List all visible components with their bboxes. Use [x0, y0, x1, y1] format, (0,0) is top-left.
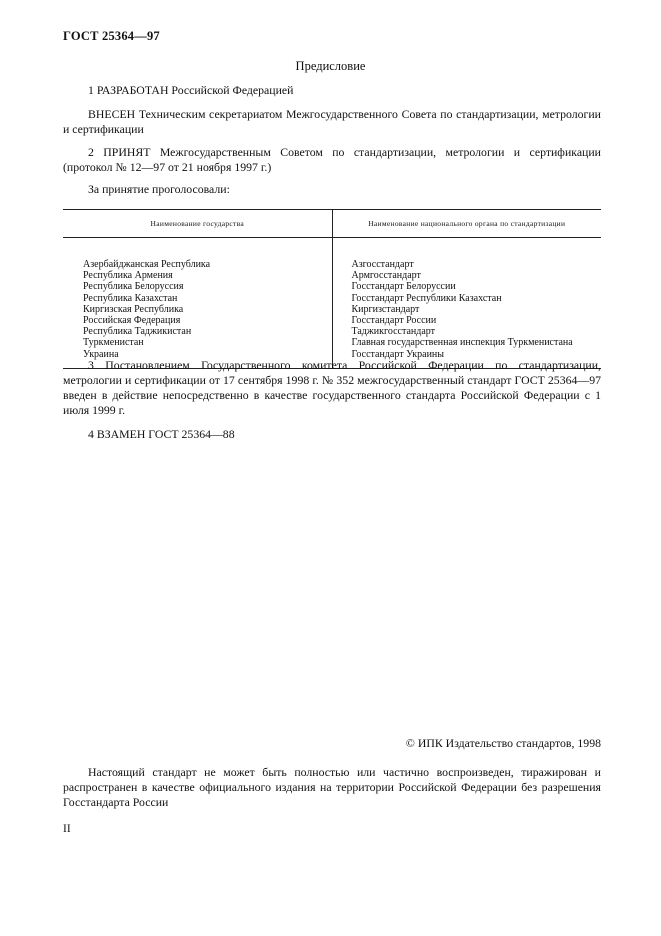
paragraph-submitted: ВНЕСЕН Техническим секретариатом Межгосударственного Совета по стандартизации, метрологии и сертификации — [63, 107, 601, 136]
paragraph-adopted: 2 ПРИНЯТ Межгосударственным Советом по стандартизации, метрологии и сертификации (протокол № 12—97 от 21 ноября 1997 г.) — [63, 145, 601, 174]
paragraph-developed: 1 РАЗРАБОТАН Российской Федерацией — [88, 83, 294, 97]
state-name: Российская Федерация — [83, 315, 181, 327]
column-header-body: Наименование национального органа по стандартизации — [332, 210, 601, 238]
voting-table — [63, 209, 601, 369]
paragraph-replaces: 4 ВЗАМЕН ГОСТ 25364—88 — [88, 427, 235, 441]
paragraph-voted: За принятие проголосовали: — [88, 182, 230, 196]
bodies-cell — [332, 238, 601, 369]
state-name: Республика Армения — [83, 270, 173, 282]
standards-body-name: Армгосстандарт — [351, 270, 421, 282]
state-name: Украина — [83, 348, 119, 360]
standards-body-name: Госстандарт Белоруссии — [351, 281, 456, 293]
table-header-row — [63, 210, 601, 238]
standards-body-name: Таджикгосстандарт — [351, 326, 436, 338]
standards-body-name: Азгосстандарт — [351, 259, 414, 270]
document-header: ГОСТ 25364—97 — [63, 29, 160, 43]
state-name: Киргизская Республика — [83, 303, 184, 315]
paragraph-decree: 3 Постановлением Государственного комитета Российской Федерации по стандартизации, метрологии и сертификации от 17 сентября 1998 г. № 352 межгосударственный стандарт ГОСТ 25364—97 введен в действие непосредственно в качестве государственного стандарта Российской Федерации с 1 июля 1999 г. — [63, 358, 601, 417]
standards-body-name: Госстандарт Украины — [351, 348, 444, 360]
standards-body-name: Госстандарт России — [351, 315, 437, 327]
state-name: Республика Таджикистан — [83, 326, 192, 338]
copyright-line: © ИПК Издательство стандартов, 1998 — [405, 736, 601, 750]
standards-body-name: Госстандарт Республики Казахстан — [351, 292, 502, 304]
states-cell — [63, 238, 332, 369]
standards-body-name: Главная государственная инспекция Туркменистана — [351, 337, 573, 349]
standards-body-name: Киргизстандарт — [351, 303, 420, 315]
reproduction-notice: Настоящий стандарт не может быть полностью или частично воспроизведен, тиражирован и распространен в качестве официального издания на территории Российской Федерации без разрешения Госстандарта России — [63, 765, 601, 809]
table-row — [63, 238, 601, 369]
page-number: II — [63, 823, 71, 835]
column-header-state: Наименование государства — [63, 210, 332, 238]
state-name: Республика Казахстан — [83, 292, 178, 304]
state-name: Азербайджанская Республика — [83, 259, 211, 270]
state-name: Республика Белоруссия — [83, 281, 184, 293]
page-title: Предисловие — [295, 59, 366, 73]
state-name: Туркменистан — [83, 337, 144, 349]
